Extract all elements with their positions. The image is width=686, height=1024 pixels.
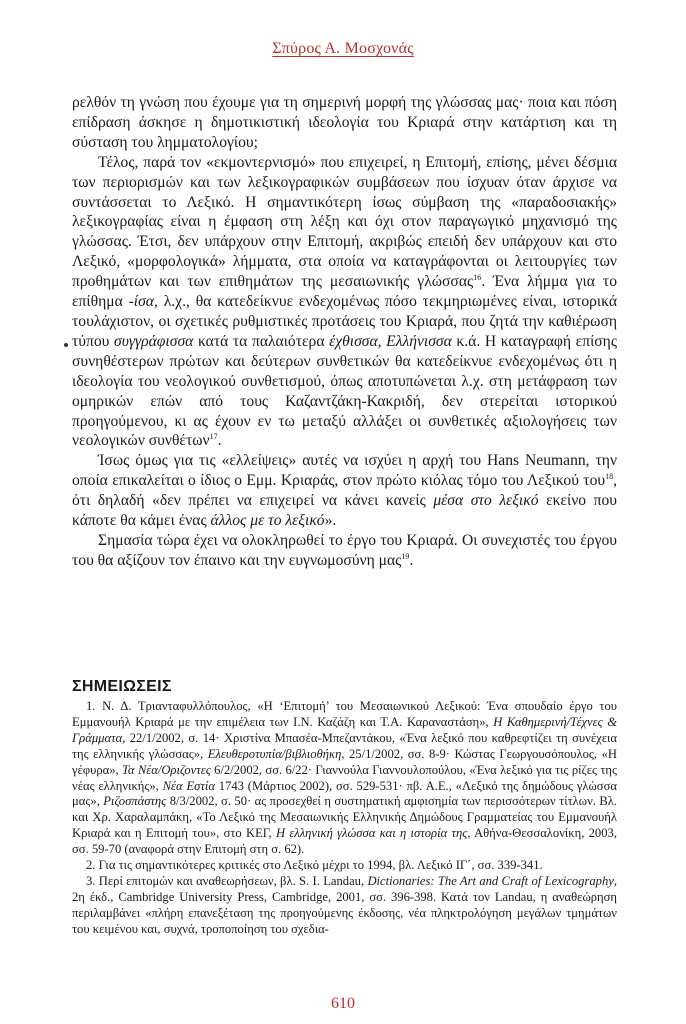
note-italic: Dictionaries: The Art and Craft of Lexicography bbox=[367, 873, 614, 888]
note-italic: Η Καθημερινή/Τέχνες & Γράμματα bbox=[72, 714, 618, 745]
footnote-ref-17[interactable]: 17 bbox=[209, 432, 218, 442]
footnote-ref-18[interactable]: 18 bbox=[605, 472, 614, 482]
note-text: , 25/1/2002, σσ. 8-9· Κώστας Γεωργουσόπουλος, «Η γέφυρα», bbox=[72, 746, 617, 777]
footnote-ref-19[interactable]: 19 bbox=[401, 551, 410, 561]
paragraph-2-text: . bbox=[217, 432, 222, 450]
paragraph-2-text: . Ένα λήμμα για το επίθημα - bbox=[72, 273, 617, 311]
paragraph-3-italic: άλλος με το λεξικό bbox=[210, 512, 325, 530]
note-1 bbox=[72, 699, 617, 858]
paragraph-2-text: Τέλος, παρά τον «εκμοντερνισμό» που επιχειρεί, η Επιτομή, επίσης, μένει δέσμια των περιορισμών και των λεξικογραφικών συμβάσεων που ίσχυαν όταν άρχισε να συντάσσεται το Λεξικό. Η σημαντικότερη ίσως σύμβαση της «παραδοσιακής» λεξικογραφίας είναι η έμφαση στη λέξη και όχι στον παραγωγικό μηχανισμό της γλώσσας. Έτσι, δεν υπάρχουν στην Επιτομή, ακριβώς επειδή δεν υπάρχουν και στο Λεξικό, «μορφολογικά» λήμματα, στα οποία να καταγράφονται οι λειτουργίες των προθημάτων και των επιθημάτων της μεσαιωνικής γλώσσας bbox=[72, 153, 617, 291]
paragraph-2-italic: έχθισσα, Ελλήνισσα bbox=[329, 332, 452, 350]
paragraph-3-italic: μέσα στο λεξικό bbox=[433, 492, 539, 510]
paragraph-2-text: κατά τα παλαιότερα bbox=[193, 332, 330, 350]
note-text: 2. Για τις σημαντικότερες κριτικές στο Λεξικό μέχρι το 1994, βλ. Λεξικό ΙΓ΄, σσ. 339-341. bbox=[86, 858, 543, 873]
note-text: , 22/1/2002, σ. 14· Χριστίνα Μπασέα-Μπεζαντάκου, «Ένα λεξικό που καθρεφτίζει τη συνέχεια της ελληνικής γλώσσας», bbox=[72, 730, 617, 761]
paragraph-2-text: , λ.χ., θα κατεδείκνυε ενδεχομένως πόσο τεκμηριωμένες είναι, ιστορικά τουλάχιστον, οι σχετικές ρυθμιστικές προτάσεις του Κριαρά, που ζητά την καθιέρωση τύπου bbox=[72, 293, 617, 350]
paragraph-4-text: Σημασία τώρα έχει να ολοκληρωθεί το έργο του Κριαρά. Οι συνεχιστές του έργου του θα αξίζουν τον έπαινο και την ευγνωμοσύνη μας bbox=[72, 531, 617, 569]
note-text: 1743 (Μάρτιος 2002), σσ. 529-531· πβ. Α.Ε., «Λεξικό της δημώδους γλώσσα μας», bbox=[72, 778, 617, 809]
note-text: 8/3/2002, σ. 50· ας προσεχθεί η συστηματική αμφισημία των περισσότερων τίτλων. Βλ. και Χρ. Χαραλαμπάκη, «Το Λεξικό της Μεσαιωνικής Ελληνικής Δημώδους Γραμματείας του Εμμανουήλ Κριαρά και η Επιτομή του», στο ΚΕΓ, bbox=[72, 794, 617, 841]
note-italic: Η ελληνική γλώσσα και η ιστορία της bbox=[275, 826, 468, 841]
note-text: 6/2/2002, σσ. 6/22· Γιαννούλα Γιαννουλοπούλου, «Ένα λεξικό για τις ρίζες της νέας ελληνικής», bbox=[72, 762, 617, 793]
paragraph-1-text: ρελθόν τη γνώση που έχουμε για τη σημερινή μορφή της γλώσσας μας· ποια και πόση επίδραση άσκησε η δημοτικιστική ιδεολογία του Κριαρά στην κατάρτιση και τη σύσταση του λημματολογίου; bbox=[72, 94, 617, 151]
note-italic: Ριζοσπάστης bbox=[103, 794, 167, 809]
paragraph-3-text: , ότι δηλαδή «δεν πρέπει να επιχειρεί να κάνει κανείς bbox=[72, 472, 617, 510]
note-italic: Νέα Εστία bbox=[162, 778, 215, 793]
paragraph-2-text: κ.ά. Η καταγραφή επίσης συνηθέστερων πρώτων και δεύτερων συνθετικών θα κατεδείκνυε ενδεχομένως ότι η ιδεολογία του νεολογικού συνθετισμού, όπως αποτυπώνεται λ.χ. στη μετάφραση των ομηρικών επών από τους Καζαντζάκη-Κακριδή, δεν στερείται ιστορικού προηγούμενου, κι ας έχουν εν τω μεταξύ αλλάξει οι συνθετικές αξιολογήσεις των νεολογικών συνθέτων bbox=[72, 332, 618, 450]
running-header bbox=[0, 40, 686, 58]
paragraph-4 bbox=[72, 531, 617, 571]
notes-section bbox=[72, 699, 617, 938]
paragraph-4-text: . bbox=[409, 551, 414, 569]
footnote-ref-16[interactable]: 16 bbox=[473, 272, 482, 282]
note-2 bbox=[72, 858, 617, 874]
paragraph-3-text: εκείνο που κάποτε θα κάμει ένας bbox=[72, 492, 618, 530]
margin-mark bbox=[64, 343, 68, 347]
paragraph-3 bbox=[72, 451, 617, 531]
paragraph-2-italic: ίσα bbox=[133, 293, 154, 311]
paragraph-1 bbox=[72, 93, 617, 153]
paragraph-2-italic: συγγράφισσα bbox=[114, 332, 194, 350]
note-3 bbox=[72, 874, 617, 938]
notes-heading: ΣΗΜΕΙΩΣΕΙΣ bbox=[72, 678, 172, 695]
note-text: 1. Ν. Δ. Τριανταφυλλόπουλος, «Η ‘Επιτομή’ του Μεσαιωνικού Λεξικού: Ένα σπουδαίο έργο του Εμμανουήλ Κριαρά με την επιμέλεια των Ι.Ν. Καζάζη και Τ.Α. Καραναστάση», bbox=[72, 699, 617, 729]
paragraph-3-text: Ίσως όμως για τις «ελλείψεις» αυτές να ισχύει η αρχή του Hans Neumann, την οποία επικαλείται ο ίδιος ο Εμμ. Κριαράς, στον πρώτο κιόλας τόμο του Λεξικού του bbox=[72, 452, 617, 490]
note-text: , 2η έκδ., Cambridge University Press, Cambridge, 2001, σσ. 396-398. Κατά τον Landau, η αναθεώρηση περιλαμβάνει «πλήρη επανεξέταση της προηγούμενης έκδοσης, νέα πληκτρολόγηση μεγάλων τμημάτων του κειμένου και, συχνά, τροποποίηση του σχεδια- bbox=[72, 873, 617, 936]
body-text bbox=[72, 93, 617, 571]
note-text: , Αθήνα-Θεσσαλονίκη, 2003, σσ. 59-70 (αναφορά στην Επιτομή στη σ. 62). bbox=[72, 826, 617, 857]
note-italic: Τα Νέα/Οριζοντες bbox=[122, 762, 211, 777]
paragraph-2 bbox=[72, 153, 617, 452]
paragraph-3-text: ». bbox=[324, 512, 337, 530]
page-number: 610 bbox=[331, 995, 355, 1012]
running-title: Σπύρος Α. Μοσχονάς bbox=[272, 40, 414, 57]
note-text: 3. Περί επιτομών και αναθεωρήσεων, βλ. S. I. Landau, bbox=[86, 873, 368, 888]
note-italic: Ελευθεροτυπία/βιβλιοθήκη bbox=[207, 746, 342, 761]
